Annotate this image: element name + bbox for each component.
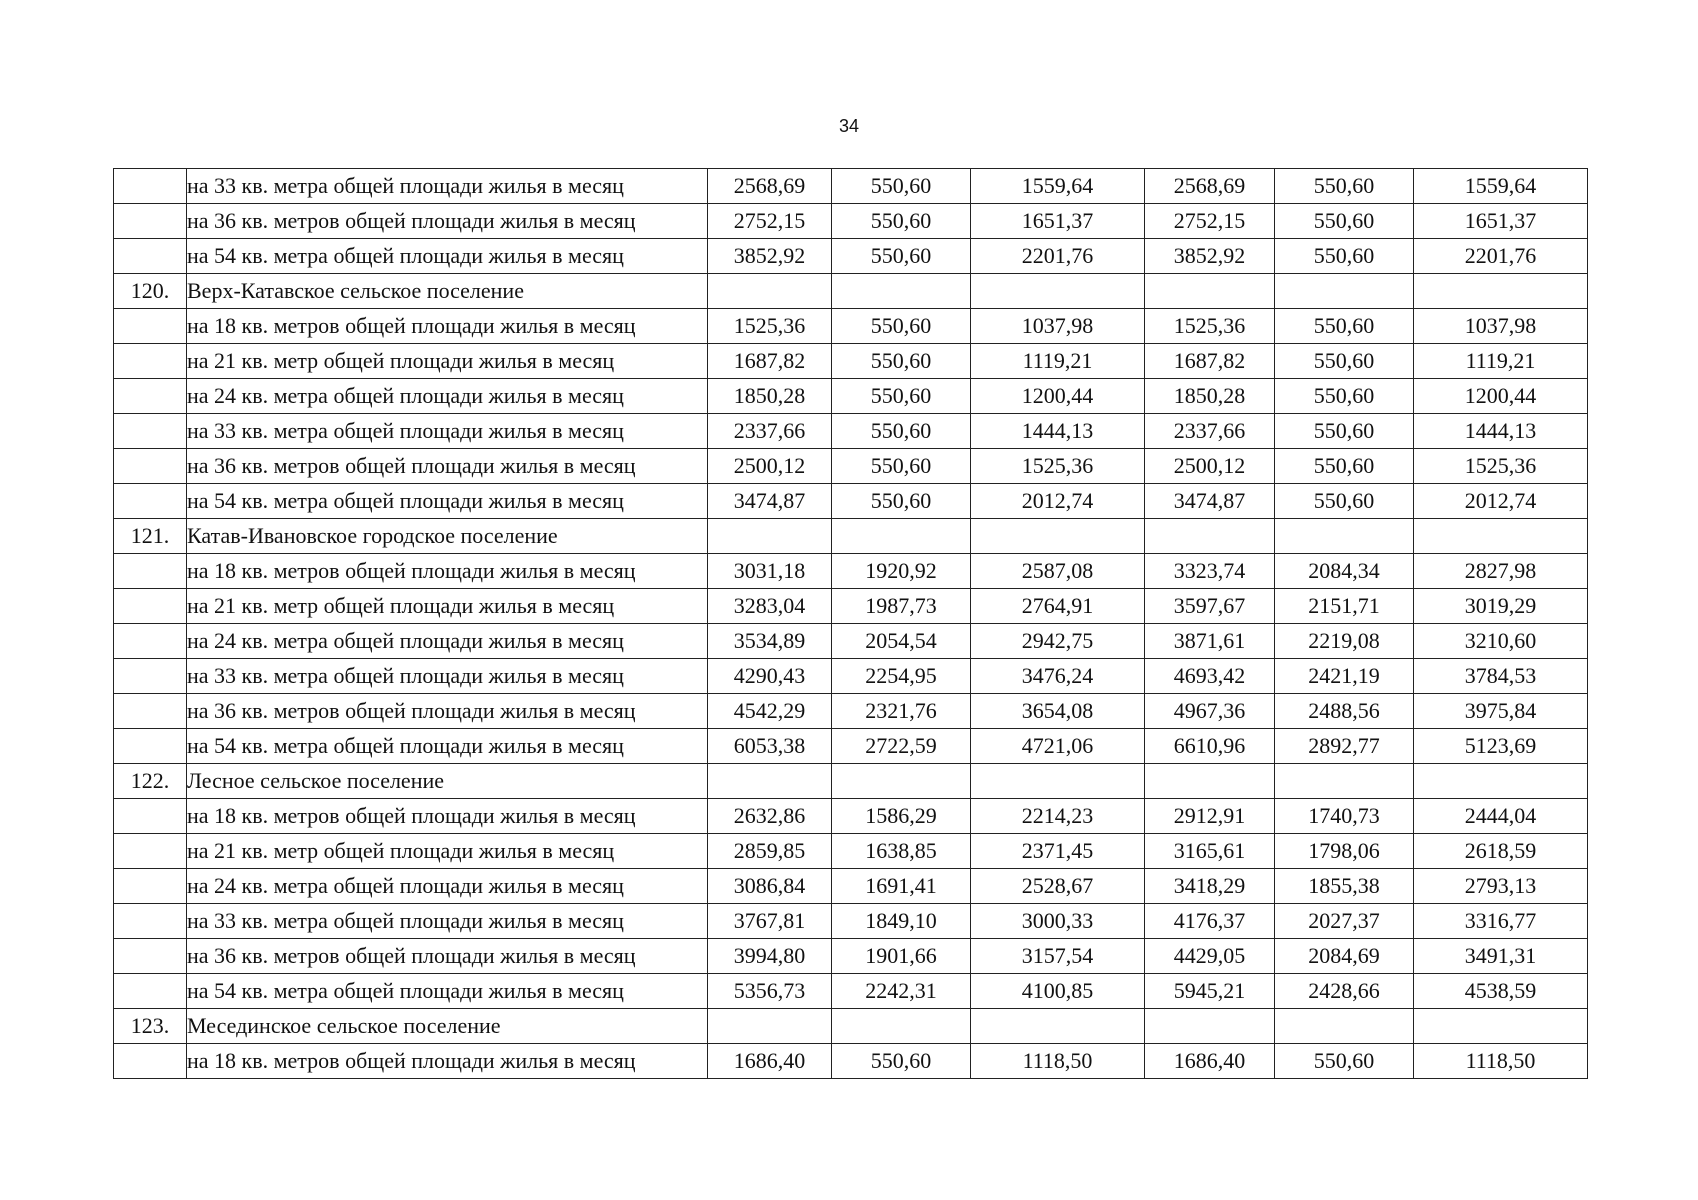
value-cell-2: 550,60 bbox=[832, 379, 971, 414]
value-cell-3: 3157,54 bbox=[971, 939, 1145, 974]
value-cell-6: 1651,37 bbox=[1414, 204, 1588, 239]
description-cell: на 18 кв. метров общей площади жилья в месяц bbox=[187, 1044, 708, 1079]
row-number-cell bbox=[114, 939, 187, 974]
value-cell-5: 1798,06 bbox=[1275, 834, 1414, 869]
row-number-cell bbox=[114, 904, 187, 939]
value-cell-1: 3767,81 bbox=[708, 904, 832, 939]
value-cell-2: 1691,41 bbox=[832, 869, 971, 904]
table-row bbox=[114, 484, 1588, 519]
value-cell-5: 550,60 bbox=[1275, 449, 1414, 484]
value-cell-3: 4721,06 bbox=[971, 729, 1145, 764]
value-cell-1: 6053,38 bbox=[708, 729, 832, 764]
section-row bbox=[114, 519, 1588, 554]
value-cell-2: 550,60 bbox=[832, 309, 971, 344]
value-cell-3: 2214,23 bbox=[971, 799, 1145, 834]
description-cell: на 24 кв. метра общей площади жилья в месяц bbox=[187, 624, 708, 659]
row-number-cell bbox=[114, 694, 187, 729]
value-cell-1: 1525,36 bbox=[708, 309, 832, 344]
value-cell-6: 3210,60 bbox=[1414, 624, 1588, 659]
table-row bbox=[114, 169, 1588, 204]
value-cell-5: 550,60 bbox=[1275, 379, 1414, 414]
row-number-cell bbox=[114, 974, 187, 1009]
value-cell-4: 3871,61 bbox=[1145, 624, 1275, 659]
row-number-cell: 122. bbox=[114, 764, 187, 799]
value-cell-3: 3476,24 bbox=[971, 659, 1145, 694]
row-number-cell bbox=[114, 239, 187, 274]
value-cell-6: 2201,76 bbox=[1414, 239, 1588, 274]
value-cell-3: 1525,36 bbox=[971, 449, 1145, 484]
value-cell-1: 1850,28 bbox=[708, 379, 832, 414]
value-cell-3: 1651,37 bbox=[971, 204, 1145, 239]
value-cell-6 bbox=[1414, 764, 1588, 799]
value-cell-3: 3654,08 bbox=[971, 694, 1145, 729]
settlement-name-cell: Верх-Катавское сельское поселение bbox=[187, 274, 708, 309]
value-cell-2: 550,60 bbox=[832, 204, 971, 239]
value-cell-2: 2054,54 bbox=[832, 624, 971, 659]
value-cell-1 bbox=[708, 519, 832, 554]
value-cell-5: 1740,73 bbox=[1275, 799, 1414, 834]
section-row bbox=[114, 274, 1588, 309]
value-cell-5: 550,60 bbox=[1275, 1044, 1414, 1079]
description-cell: на 54 кв. метра общей площади жилья в месяц bbox=[187, 974, 708, 1009]
table-row bbox=[114, 904, 1588, 939]
value-cell-5: 2219,08 bbox=[1275, 624, 1414, 659]
value-cell-2: 1920,92 bbox=[832, 554, 971, 589]
value-cell-2 bbox=[832, 274, 971, 309]
table-row bbox=[114, 694, 1588, 729]
value-cell-3: 1118,50 bbox=[971, 1044, 1145, 1079]
value-cell-4: 2500,12 bbox=[1145, 449, 1275, 484]
row-number-cell bbox=[114, 309, 187, 344]
description-cell: на 36 кв. метров общей площади жилья в месяц bbox=[187, 939, 708, 974]
value-cell-1: 3086,84 bbox=[708, 869, 832, 904]
value-cell-5: 2421,19 bbox=[1275, 659, 1414, 694]
row-number-cell bbox=[114, 799, 187, 834]
value-cell-1: 4542,29 bbox=[708, 694, 832, 729]
value-cell-4: 2568,69 bbox=[1145, 169, 1275, 204]
value-cell-6: 4538,59 bbox=[1414, 974, 1588, 1009]
value-cell-4: 3165,61 bbox=[1145, 834, 1275, 869]
table-row bbox=[114, 939, 1588, 974]
value-cell-1: 1687,82 bbox=[708, 344, 832, 379]
value-cell-4: 6610,96 bbox=[1145, 729, 1275, 764]
table-row bbox=[114, 659, 1588, 694]
value-cell-2: 2722,59 bbox=[832, 729, 971, 764]
value-cell-5: 550,60 bbox=[1275, 414, 1414, 449]
row-number-cell bbox=[114, 834, 187, 869]
description-cell: на 24 кв. метра общей площади жилья в месяц bbox=[187, 379, 708, 414]
value-cell-1: 1686,40 bbox=[708, 1044, 832, 1079]
row-number-cell bbox=[114, 449, 187, 484]
description-cell: на 21 кв. метр общей площади жилья в месяц bbox=[187, 834, 708, 869]
value-cell-2: 550,60 bbox=[832, 484, 971, 519]
value-cell-2: 550,60 bbox=[832, 1044, 971, 1079]
settlement-name-cell: Лесное сельское поселение bbox=[187, 764, 708, 799]
value-cell-6: 1200,44 bbox=[1414, 379, 1588, 414]
value-cell-2: 1901,66 bbox=[832, 939, 971, 974]
value-cell-1: 3474,87 bbox=[708, 484, 832, 519]
table-row bbox=[114, 309, 1588, 344]
value-cell-1: 2632,86 bbox=[708, 799, 832, 834]
value-cell-5: 1855,38 bbox=[1275, 869, 1414, 904]
row-number-cell bbox=[114, 589, 187, 624]
row-number-cell bbox=[114, 169, 187, 204]
description-cell: на 33 кв. метра общей площади жилья в месяц bbox=[187, 659, 708, 694]
tariff-table bbox=[113, 168, 1588, 1079]
row-number-cell bbox=[114, 729, 187, 764]
description-cell: на 33 кв. метра общей площади жилья в месяц bbox=[187, 414, 708, 449]
row-number-cell bbox=[114, 1044, 187, 1079]
description-cell: на 54 кв. метра общей площади жилья в месяц bbox=[187, 484, 708, 519]
value-cell-3: 4100,85 bbox=[971, 974, 1145, 1009]
value-cell-6: 1118,50 bbox=[1414, 1044, 1588, 1079]
value-cell-4: 4176,37 bbox=[1145, 904, 1275, 939]
description-cell: на 36 кв. метров общей площади жилья в месяц bbox=[187, 694, 708, 729]
value-cell-2: 1987,73 bbox=[832, 589, 971, 624]
value-cell-6: 3316,77 bbox=[1414, 904, 1588, 939]
row-number-cell: 120. bbox=[114, 274, 187, 309]
value-cell-3: 2528,67 bbox=[971, 869, 1145, 904]
value-cell-3: 3000,33 bbox=[971, 904, 1145, 939]
value-cell-5: 2428,66 bbox=[1275, 974, 1414, 1009]
value-cell-1: 2500,12 bbox=[708, 449, 832, 484]
value-cell-3: 2942,75 bbox=[971, 624, 1145, 659]
value-cell-5 bbox=[1275, 519, 1414, 554]
value-cell-5: 2488,56 bbox=[1275, 694, 1414, 729]
table-row bbox=[114, 974, 1588, 1009]
value-cell-1: 3994,80 bbox=[708, 939, 832, 974]
value-cell-1 bbox=[708, 764, 832, 799]
value-cell-6: 1444,13 bbox=[1414, 414, 1588, 449]
value-cell-2: 2254,95 bbox=[832, 659, 971, 694]
row-number-cell: 123. bbox=[114, 1009, 187, 1044]
value-cell-6: 1559,64 bbox=[1414, 169, 1588, 204]
table-row bbox=[114, 589, 1588, 624]
value-cell-4: 4693,42 bbox=[1145, 659, 1275, 694]
description-cell: на 54 кв. метра общей площади жилья в месяц bbox=[187, 239, 708, 274]
value-cell-6: 2618,59 bbox=[1414, 834, 1588, 869]
value-cell-5: 550,60 bbox=[1275, 169, 1414, 204]
value-cell-5: 550,60 bbox=[1275, 309, 1414, 344]
row-number-cell bbox=[114, 659, 187, 694]
value-cell-3 bbox=[971, 519, 1145, 554]
description-cell: на 33 кв. метра общей площади жилья в месяц bbox=[187, 169, 708, 204]
value-cell-5: 2027,37 bbox=[1275, 904, 1414, 939]
table-row bbox=[114, 869, 1588, 904]
value-cell-6: 2444,04 bbox=[1414, 799, 1588, 834]
description-cell: на 24 кв. метра общей площади жилья в месяц bbox=[187, 869, 708, 904]
value-cell-5 bbox=[1275, 764, 1414, 799]
table-row bbox=[114, 414, 1588, 449]
table-row bbox=[114, 1044, 1588, 1079]
value-cell-2: 2242,31 bbox=[832, 974, 971, 1009]
value-cell-2: 550,60 bbox=[832, 239, 971, 274]
value-cell-4: 1687,82 bbox=[1145, 344, 1275, 379]
value-cell-4 bbox=[1145, 274, 1275, 309]
value-cell-2: 550,60 bbox=[832, 344, 971, 379]
value-cell-2 bbox=[832, 764, 971, 799]
value-cell-2 bbox=[832, 1009, 971, 1044]
value-cell-1: 5356,73 bbox=[708, 974, 832, 1009]
section-row bbox=[114, 1009, 1588, 1044]
table-row bbox=[114, 799, 1588, 834]
value-cell-4 bbox=[1145, 764, 1275, 799]
value-cell-3: 1037,98 bbox=[971, 309, 1145, 344]
value-cell-1: 2859,85 bbox=[708, 834, 832, 869]
value-cell-4: 1525,36 bbox=[1145, 309, 1275, 344]
table-row bbox=[114, 729, 1588, 764]
value-cell-2 bbox=[832, 519, 971, 554]
row-number-cell bbox=[114, 869, 187, 904]
value-cell-3: 1559,64 bbox=[971, 169, 1145, 204]
description-cell: на 18 кв. метров общей площади жилья в месяц bbox=[187, 309, 708, 344]
value-cell-4: 4429,05 bbox=[1145, 939, 1275, 974]
value-cell-1: 3283,04 bbox=[708, 589, 832, 624]
value-cell-3: 2764,91 bbox=[971, 589, 1145, 624]
value-cell-3: 1444,13 bbox=[971, 414, 1145, 449]
description-cell: на 21 кв. метр общей площади жилья в месяц bbox=[187, 589, 708, 624]
value-cell-1: 3031,18 bbox=[708, 554, 832, 589]
value-cell-6: 1525,36 bbox=[1414, 449, 1588, 484]
value-cell-1: 2752,15 bbox=[708, 204, 832, 239]
value-cell-3 bbox=[971, 764, 1145, 799]
value-cell-6: 1037,98 bbox=[1414, 309, 1588, 344]
value-cell-1 bbox=[708, 274, 832, 309]
value-cell-1: 2337,66 bbox=[708, 414, 832, 449]
value-cell-6 bbox=[1414, 1009, 1588, 1044]
value-cell-4: 1850,28 bbox=[1145, 379, 1275, 414]
table-row bbox=[114, 344, 1588, 379]
row-number-cell: 121. bbox=[114, 519, 187, 554]
value-cell-4: 2912,91 bbox=[1145, 799, 1275, 834]
table-row bbox=[114, 449, 1588, 484]
value-cell-2: 550,60 bbox=[832, 414, 971, 449]
table-row bbox=[114, 834, 1588, 869]
value-cell-4: 1686,40 bbox=[1145, 1044, 1275, 1079]
value-cell-5: 550,60 bbox=[1275, 239, 1414, 274]
value-cell-4: 4967,36 bbox=[1145, 694, 1275, 729]
value-cell-1: 4290,43 bbox=[708, 659, 832, 694]
value-cell-2: 1849,10 bbox=[832, 904, 971, 939]
value-cell-4: 3323,74 bbox=[1145, 554, 1275, 589]
section-row bbox=[114, 764, 1588, 799]
value-cell-3: 1200,44 bbox=[971, 379, 1145, 414]
page-number: 34 bbox=[838, 116, 860, 136]
description-cell: на 18 кв. метров общей площади жилья в месяц bbox=[187, 554, 708, 589]
value-cell-5: 550,60 bbox=[1275, 484, 1414, 519]
value-cell-5: 2084,34 bbox=[1275, 554, 1414, 589]
row-number-cell bbox=[114, 624, 187, 659]
value-cell-5 bbox=[1275, 274, 1414, 309]
settlement-name-cell: Месединское сельское поселение bbox=[187, 1009, 708, 1044]
value-cell-4: 2337,66 bbox=[1145, 414, 1275, 449]
value-cell-3: 1119,21 bbox=[971, 344, 1145, 379]
value-cell-2: 1586,29 bbox=[832, 799, 971, 834]
value-cell-6: 1119,21 bbox=[1414, 344, 1588, 379]
value-cell-3 bbox=[971, 274, 1145, 309]
value-cell-6 bbox=[1414, 519, 1588, 554]
table-row bbox=[114, 204, 1588, 239]
value-cell-4 bbox=[1145, 1009, 1275, 1044]
value-cell-6 bbox=[1414, 274, 1588, 309]
value-cell-2: 550,60 bbox=[832, 449, 971, 484]
value-cell-6: 2012,74 bbox=[1414, 484, 1588, 519]
value-cell-5 bbox=[1275, 1009, 1414, 1044]
value-cell-5: 550,60 bbox=[1275, 204, 1414, 239]
value-cell-6: 3019,29 bbox=[1414, 589, 1588, 624]
value-cell-1: 3852,92 bbox=[708, 239, 832, 274]
value-cell-3: 2201,76 bbox=[971, 239, 1145, 274]
row-number-cell bbox=[114, 484, 187, 519]
value-cell-5: 2084,69 bbox=[1275, 939, 1414, 974]
value-cell-1: 2568,69 bbox=[708, 169, 832, 204]
table-row bbox=[114, 554, 1588, 589]
value-cell-4: 3852,92 bbox=[1145, 239, 1275, 274]
value-cell-5: 2892,77 bbox=[1275, 729, 1414, 764]
value-cell-3: 2012,74 bbox=[971, 484, 1145, 519]
value-cell-4: 3597,67 bbox=[1145, 589, 1275, 624]
row-number-cell bbox=[114, 344, 187, 379]
table-row bbox=[114, 624, 1588, 659]
value-cell-1 bbox=[708, 1009, 832, 1044]
description-cell: на 36 кв. метров общей площади жилья в месяц bbox=[187, 449, 708, 484]
description-cell: на 54 кв. метра общей площади жилья в месяц bbox=[187, 729, 708, 764]
description-cell: на 36 кв. метров общей площади жилья в месяц bbox=[187, 204, 708, 239]
value-cell-5: 550,60 bbox=[1275, 344, 1414, 379]
value-cell-6: 3975,84 bbox=[1414, 694, 1588, 729]
value-cell-6: 2827,98 bbox=[1414, 554, 1588, 589]
value-cell-6: 2793,13 bbox=[1414, 869, 1588, 904]
value-cell-2: 550,60 bbox=[832, 169, 971, 204]
value-cell-5: 2151,71 bbox=[1275, 589, 1414, 624]
description-cell: на 33 кв. метра общей площади жилья в месяц bbox=[187, 904, 708, 939]
value-cell-4: 2752,15 bbox=[1145, 204, 1275, 239]
settlement-name-cell: Катав-Ивановское городское поселение bbox=[187, 519, 708, 554]
value-cell-4: 3474,87 bbox=[1145, 484, 1275, 519]
value-cell-6: 3491,31 bbox=[1414, 939, 1588, 974]
table-row bbox=[114, 239, 1588, 274]
description-cell: на 21 кв. метр общей площади жилья в месяц bbox=[187, 344, 708, 379]
row-number-cell bbox=[114, 554, 187, 589]
value-cell-2: 2321,76 bbox=[832, 694, 971, 729]
description-cell: на 18 кв. метров общей площади жилья в месяц bbox=[187, 799, 708, 834]
value-cell-6: 5123,69 bbox=[1414, 729, 1588, 764]
row-number-cell bbox=[114, 414, 187, 449]
value-cell-4 bbox=[1145, 519, 1275, 554]
row-number-cell bbox=[114, 204, 187, 239]
value-cell-3 bbox=[971, 1009, 1145, 1044]
table-row bbox=[114, 379, 1588, 414]
row-number-cell bbox=[114, 379, 187, 414]
value-cell-3: 2371,45 bbox=[971, 834, 1145, 869]
table-body bbox=[114, 169, 1588, 1079]
value-cell-4: 5945,21 bbox=[1145, 974, 1275, 1009]
value-cell-2: 1638,85 bbox=[832, 834, 971, 869]
value-cell-1: 3534,89 bbox=[708, 624, 832, 659]
value-cell-6: 3784,53 bbox=[1414, 659, 1588, 694]
value-cell-3: 2587,08 bbox=[971, 554, 1145, 589]
value-cell-4: 3418,29 bbox=[1145, 869, 1275, 904]
